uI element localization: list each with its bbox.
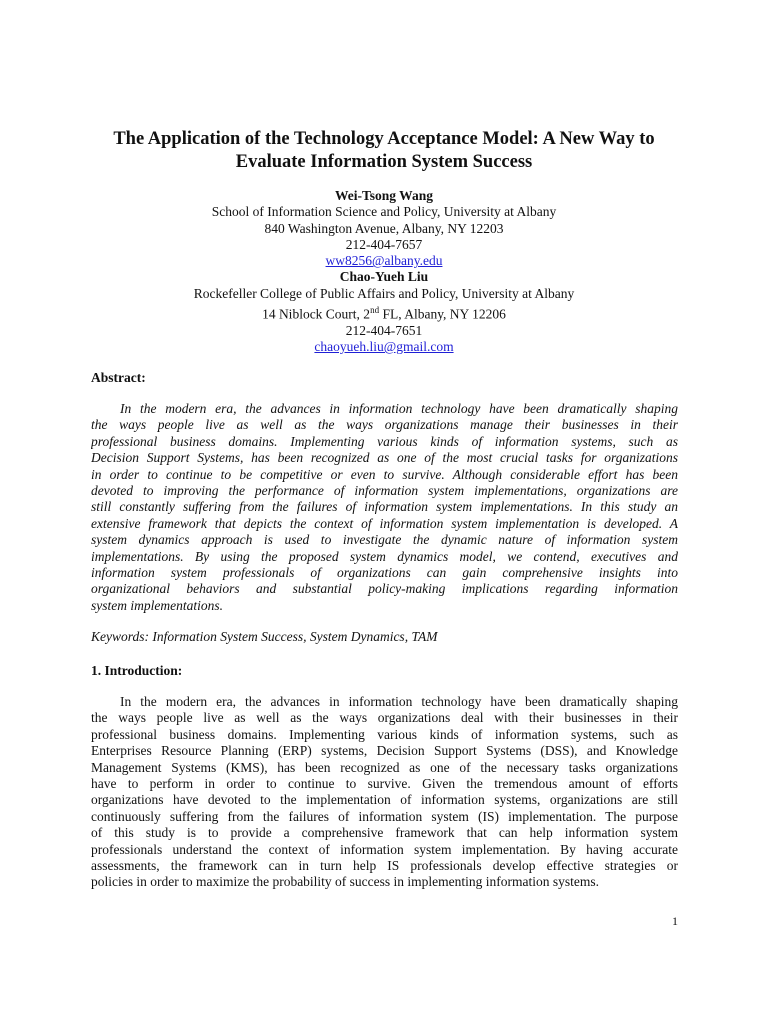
author-address: 14 Niblock Court, 2nd FL, Albany, NY 12206 — [262, 305, 506, 322]
abstract-line: the ways people live as well as the ways organizations manage their businesses in their — [91, 417, 678, 433]
title-line-2: Evaluate Information System Success — [235, 152, 533, 172]
author-email-link[interactable]: ww8256@albany.edu — [325, 253, 443, 269]
intro-line: continuously suffering from the failures of information system (IS) implementation. The purpose — [91, 808, 678, 824]
intro-line: Enterprises Resource Planning (ERP) systems, Decision Support Systems (DSS), and Knowledge — [91, 743, 678, 759]
paper-title — [80, 128, 688, 174]
author-address: 840 Washington Avenue, Albany, NY 12203 — [264, 220, 504, 236]
intro-line: In the modern era, the advances in information technology have been dramatically shaping — [120, 694, 678, 709]
abstract-line: implementations. By using the proposed system dynamics model, we contend, executives and — [91, 548, 678, 564]
abstract-line: still constantly suffering from the failures of information system implementations. In this study an — [91, 499, 678, 515]
abstract-line: professional business domains. Implementing various kinds of information systems, such as — [91, 433, 678, 449]
intro-line: professional business domains. Implementing various kinds of information systems, such as — [91, 726, 678, 742]
abstract-line: information system professionals of organizations can gain comprehensive insights into — [91, 565, 678, 581]
intro-line: organizations have devoted to the implementation of information systems, organizations are still — [91, 792, 678, 808]
author-phone: 212-404-7657 — [345, 236, 423, 252]
abstract-line: devoted to improving the performance of information system implementations, organizations are — [91, 483, 678, 499]
author-email-link[interactable]: chaoyueh.liu@gmail.com — [314, 339, 454, 355]
abstract-line: in order to continue to be competitive or even to survive. Although considerable effort has been — [91, 466, 678, 482]
intro-line: policies in order to maximize the probability of success in implementing information systems. — [91, 874, 600, 890]
abstract-line: system implementations. — [91, 597, 223, 613]
abstract-line: organizational behaviors and substantial policy-making implications regarding information — [91, 581, 678, 597]
title-line-1: The Application of the Technology Acceptance Model: A New Way to — [113, 129, 655, 149]
abstract-line: system dynamics approach is used to investigate the dynamic nature of information system — [91, 532, 678, 548]
intro-line: assessments, the framework can in turn help IS professionals develop effective strategies or — [91, 858, 678, 874]
author-affiliation: School of Information Science and Policy, University at Albany — [211, 204, 557, 220]
abstract-line: extensive framework that depicts the context of information system implementation is developed. A — [91, 515, 678, 531]
introduction-heading: 1. Introduction: — [91, 663, 183, 678]
intro-line: of this study is to provide a comprehensive framework that can help information system — [91, 825, 678, 841]
abstract-line: In the modern era, the advances in information technology have been dramatically shaping — [120, 401, 678, 416]
author-name: Wei-Tsong Wang — [335, 188, 433, 203]
abstract-paragraph — [91, 401, 678, 614]
intro-line: Management Systems (KMS), has been recognized as one of the necessary tasks organizations — [91, 759, 678, 775]
author-affiliation: Rockefeller College of Public Affairs and Policy, University at Albany — [193, 285, 575, 301]
intro-line: the ways people live as well as the ways organizations deal with their businesses in their — [91, 710, 678, 726]
introduction-paragraph — [91, 694, 678, 891]
author-block — [80, 188, 688, 355]
abstract-line: Decision Support Systems, has been recognized as one of the most crucial tasks for organizations — [91, 450, 678, 466]
intro-line: have to perform in order to continue to survive. Given the tremendous amount of efforts — [91, 776, 678, 792]
abstract-heading: Abstract: — [91, 370, 146, 385]
intro-line: professionals understand the context of information system implementation. By having accurate — [91, 841, 678, 857]
keywords: Keywords: Information System Success, System Dynamics, TAM — [91, 629, 438, 644]
author-phone: 212-404-7651 — [345, 322, 423, 338]
page-number: 1 — [672, 914, 678, 928]
author-name: Chao-Yueh Liu — [339, 269, 429, 285]
